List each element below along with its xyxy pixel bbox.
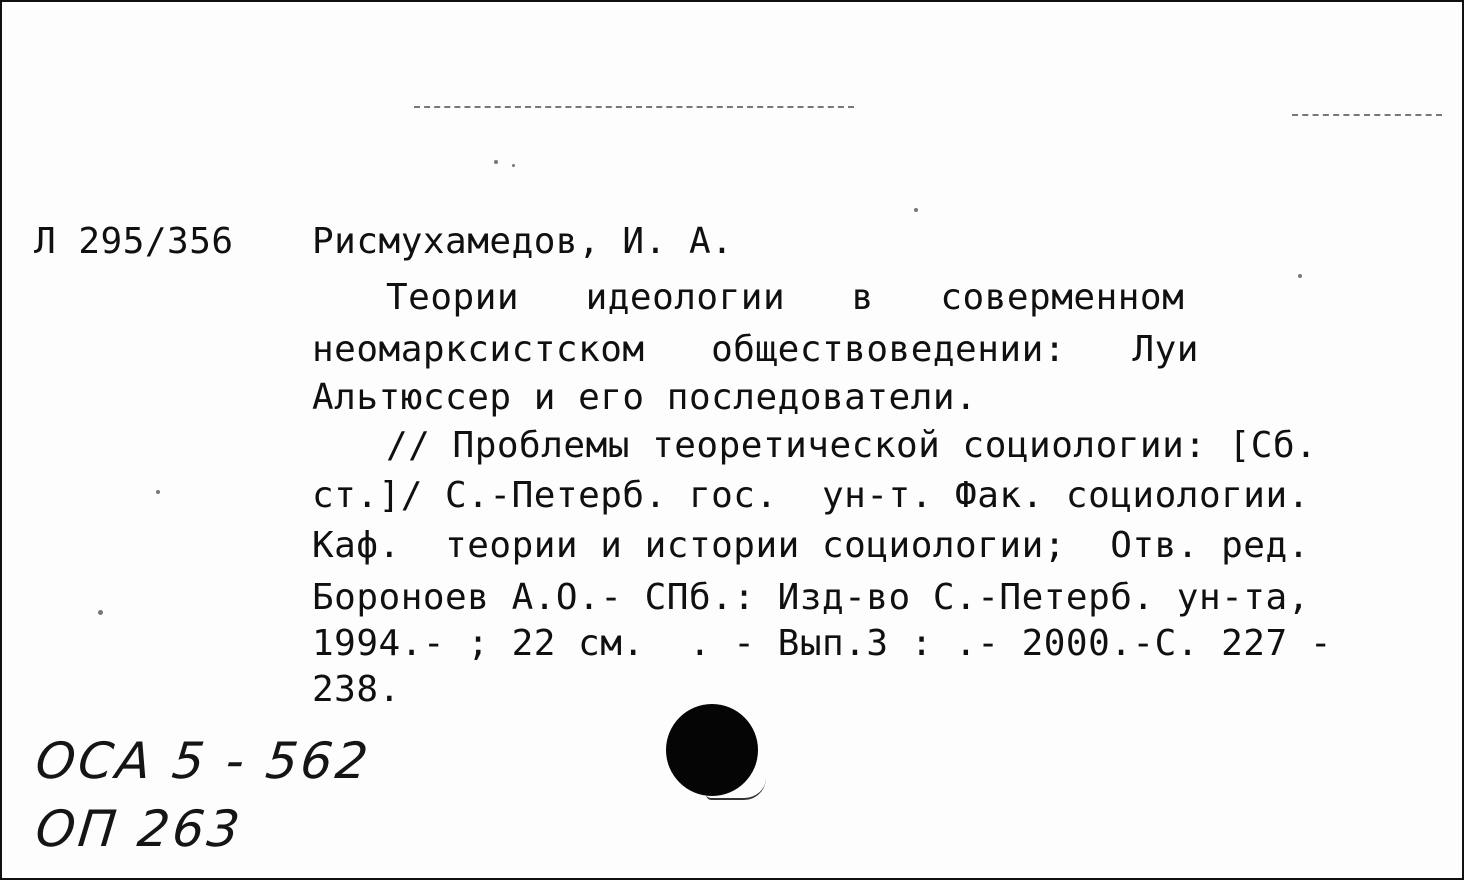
handwritten-code: ОП 263 [32,800,246,858]
author-heading: Рисмухамедов, И. А. [312,221,734,262]
speck [494,160,498,164]
speck [156,490,160,494]
top-guide-line-right [1292,114,1442,116]
title-line: неомарксистском обществоведении: Луи [312,329,1199,370]
source-line: ст.]/ С.-Петерб. гос. ун-т. Фак. социологии. [312,475,1310,516]
title-line: Альтюссер и его последователи. [312,377,978,418]
call-number: Л 295/356 [34,221,234,262]
title-line: Теории идеологии в соверменном [386,277,1185,318]
source-line: Каф. теории и истории социологии; Отв. ред. [312,525,1310,566]
top-guide-line [414,106,854,108]
source-line: 1994.- ; 22 см. . - Вып.3 : .- 2000.-С. 227 - [312,623,1332,664]
speck [512,164,515,167]
speck [1298,274,1302,278]
speck [914,208,918,212]
source-line: Бороноев А.О.- СПб.: Изд-во С.-Петерб. ун-та, [312,577,1310,618]
source-line: // Проблемы теоретической социологии: [Сб. [386,425,1318,466]
handwritten-code: ОСА 5 - 562 [32,732,374,790]
punch-hole [666,704,758,796]
speck [98,610,103,615]
source-line: 238. [312,669,401,710]
